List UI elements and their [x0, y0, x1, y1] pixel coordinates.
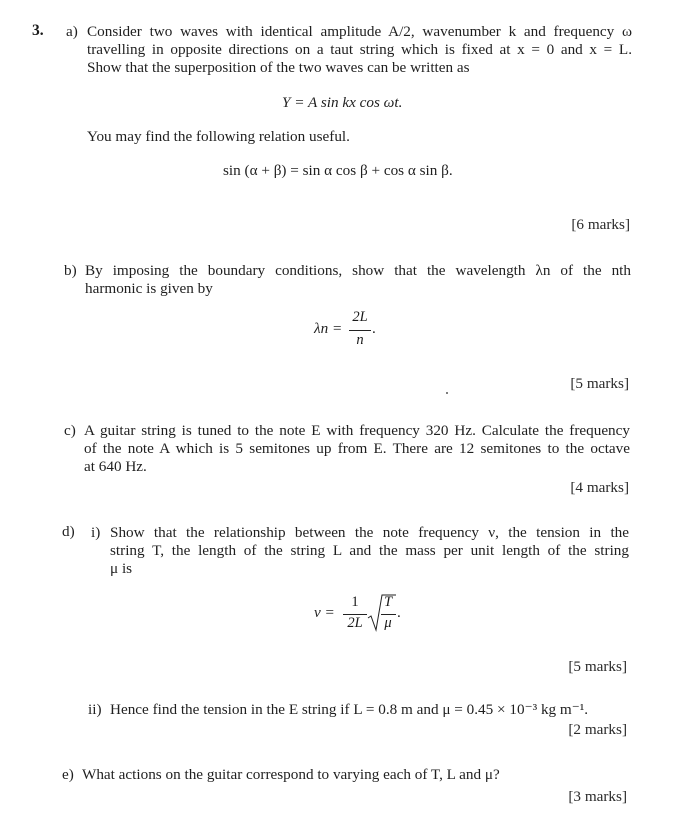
part-b-text — [85, 262, 631, 298]
part-b-line-2: harmonic is given by — [85, 280, 213, 297]
part-d-ii-marks: [2 marks] — [568, 721, 627, 738]
question-number: 3. — [32, 22, 44, 39]
part-d-ii-label: ii) — [88, 701, 102, 718]
sqrt-denominator: μ — [384, 615, 392, 631]
part-c-text — [84, 422, 630, 476]
part-d-ii-text: Hence find the tension in the E string if L = 0.8 m and μ = 0.45 × 10⁻³ kg m⁻¹. — [110, 701, 589, 718]
part-c-marks: [4 marks] — [570, 479, 629, 496]
part-c-line-2: of the note A which is 5 semitones up from E. There are 12 semitones to the octave — [84, 440, 630, 457]
part-d-i-text — [110, 524, 629, 578]
frequency-numerator: 1 — [351, 594, 359, 610]
scan-speck — [446, 392, 448, 394]
part-d-i-line-2: string T, the length of the string L and the mass per unit length of the string — [110, 542, 629, 559]
wavelength-fraction-bar — [349, 330, 371, 331]
part-d-i-line-3: μ is — [110, 560, 133, 577]
part-d-label: d) — [62, 523, 75, 540]
part-e-label: e) — [62, 766, 74, 783]
part-d-i-marks: [5 marks] — [568, 658, 627, 675]
frequency-lhs: ν = — [314, 604, 335, 621]
part-b-line-1: By imposing the boundary conditions, show that the wavelength λn of the nth — [85, 262, 631, 279]
wavelength-lhs: λn = — [314, 320, 343, 337]
part-a-text — [87, 23, 632, 77]
wavelength-denominator: n — [356, 332, 364, 348]
part-b-label: b) — [64, 262, 77, 279]
part-a-line-3: Show that the superposition of the two waves can be written as — [87, 59, 470, 76]
trig-identity: sin (α + β) = sin α cos β + cos α sin β. — [223, 162, 453, 179]
frequency-denominator: 2L — [347, 615, 363, 631]
wavelength-numerator: 2L — [352, 309, 368, 325]
part-e-text: What actions on the guitar correspond to varying each of T, L and μ? — [82, 766, 500, 783]
part-d-i-line-1: Show that the relationship between the note frequency ν, the tension in the — [110, 524, 629, 541]
wavelength-end: . — [372, 320, 376, 337]
part-c-label: c) — [64, 422, 76, 439]
part-a-line-1: Consider two waves with identical amplitude A/2, wavenumber k and frequency ω — [87, 23, 632, 40]
part-b-marks: [5 marks] — [570, 375, 629, 392]
sqrt-numerator: T — [383, 594, 393, 610]
superposition-equation: Y = A sin kx cos ωt. — [282, 94, 403, 111]
part-c-line-3: at 640 Hz. — [84, 458, 147, 475]
part-e-marks: [3 marks] — [568, 788, 627, 805]
part-a-hint: You may find the following relation useful. — [87, 128, 350, 145]
part-a-label: a) — [66, 23, 78, 40]
part-a-marks: [6 marks] — [571, 216, 630, 233]
part-d-i-label: i) — [91, 524, 101, 541]
part-c-line-1: A guitar string is tuned to the note E with frequency 320 Hz. Calculate the frequency — [84, 422, 630, 439]
part-a-line-2: travelling in opposite directions on a taut string which is fixed at x = 0 and x = L. — [87, 41, 632, 58]
frequency-end: . — [397, 604, 401, 621]
